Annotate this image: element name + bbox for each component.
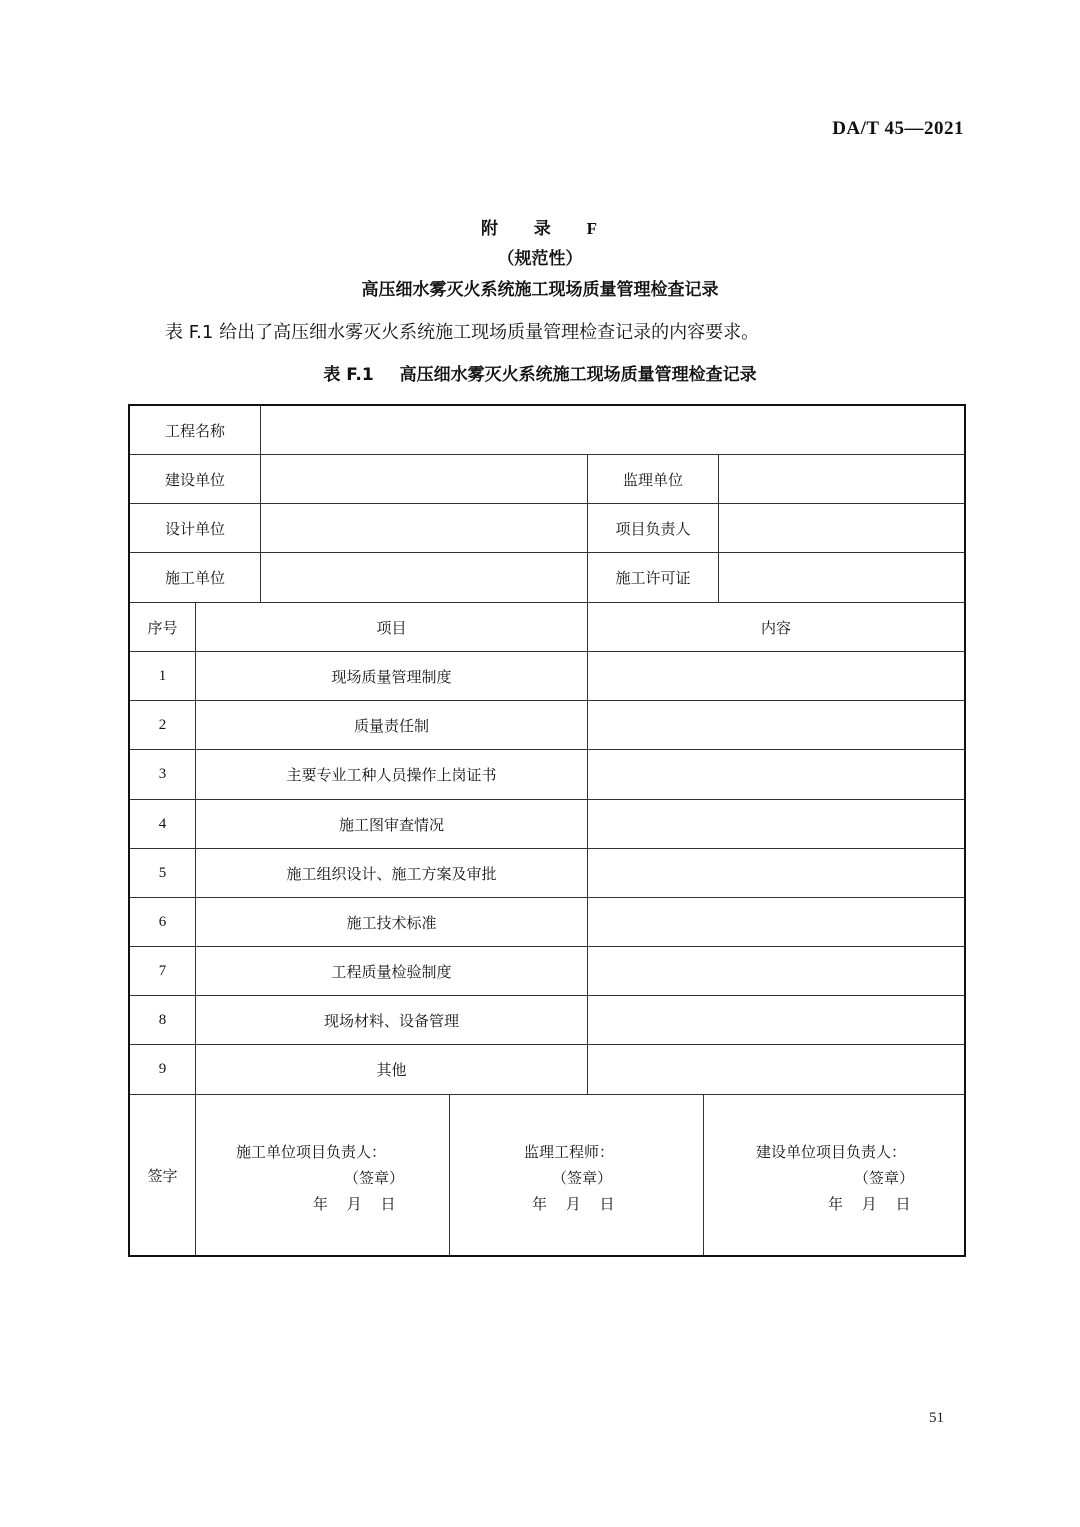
col-header-content: 内容 [587,603,964,651]
item-seq: 3 [158,766,167,782]
item-seq: 8 [158,1011,167,1028]
item-seq: 5 [158,864,167,881]
page-number: 51 [929,1410,944,1426]
signature-block-contractor[interactable] [195,1095,449,1255]
item-seq: 9 [158,1061,167,1077]
item-content[interactable] [587,849,964,897]
table-row [130,898,964,947]
info-row-construction [130,455,964,504]
appendix-type: （规范性） [497,249,583,269]
info-right-label: 施工许可证 [587,553,718,602]
appendix-label-b: 录 [533,219,553,239]
table-caption [0,360,1080,385]
appendix-title: 高压细水雾灭火系统施工现场质量管理检查记录 [361,280,719,300]
item-seq: 1 [158,667,167,684]
item-content[interactable] [587,701,964,749]
table-number: 表 F.1 [323,365,374,385]
table-row [130,800,964,849]
info-right-value[interactable] [718,553,964,602]
info-left-value[interactable] [260,504,587,552]
item-name: 主要专业工种人员操作上岗证书 [195,750,587,799]
item-content[interactable] [587,750,964,799]
signature-role: 施工单位项目负责人： [236,1143,387,1161]
item-seq: 2 [158,716,167,733]
item-name: 施工组织设计、施工方案及审批 [195,849,587,897]
project-name-value[interactable] [260,406,964,454]
info-right-label: 监理单位 [587,455,718,503]
signature-row [130,1095,964,1255]
table-row [130,947,964,996]
item-name: 现场质量管理制度 [195,652,587,700]
item-seq: 4 [158,815,167,832]
signature-block-supervisor[interactable] [449,1095,703,1255]
signature-seal: （签章） [552,1169,613,1187]
info-left-value[interactable] [260,455,587,503]
item-content[interactable] [587,996,964,1044]
table-row [130,701,964,750]
item-content[interactable] [587,947,964,995]
info-left-label: 建设单位 [164,470,225,489]
info-left-label: 设计单位 [164,519,225,538]
intro-paragraph: 表 F.1 给出了高压细水雾灭火系统施工现场质量管理检查记录的内容要求。 [165,322,760,343]
col-header-item: 项目 [195,603,587,651]
table-row [130,996,964,1045]
item-content[interactable] [587,800,964,848]
item-seq: 6 [158,913,167,930]
item-name: 质量责任制 [195,701,587,749]
item-content[interactable] [587,1045,964,1094]
item-name: 施工图审查情况 [195,800,587,848]
item-name: 其他 [195,1045,587,1094]
appendix-label [0,214,1080,239]
table-row [130,849,964,898]
appendix-label-a: 附 [480,219,500,239]
info-row-design [130,504,964,553]
signature-seal: （签章） [344,1169,405,1187]
signature-date: 年 月 日 [828,1195,911,1213]
column-header-row [130,603,964,652]
inspection-record-table [128,404,966,1257]
signature-block-owner[interactable] [703,1095,964,1255]
info-row-contractor [130,553,964,603]
signature-date: 年 月 日 [313,1195,396,1213]
info-left-value[interactable] [260,553,587,602]
info-right-label: 项目负责人 [587,504,718,552]
item-content[interactable] [587,652,964,700]
table-row [130,652,964,701]
table-row [130,1045,964,1095]
signature-seal: （签章） [854,1169,915,1187]
project-name-label: 工程名称 [164,421,225,440]
info-right-value[interactable] [718,504,964,552]
item-content[interactable] [587,898,964,946]
signature-role: 建设单位项目负责人： [756,1143,907,1161]
table-title: 高压细水雾灭火系统施工现场质量管理检查记录 [399,365,757,385]
signature-date: 年 月 日 [532,1195,615,1213]
item-name: 现场材料、设备管理 [195,996,587,1044]
signature-role: 监理工程师： [524,1143,615,1161]
standard-code: DA/T 45—2021 [832,118,964,139]
item-seq: 7 [158,962,167,979]
item-name: 工程质量检验制度 [195,947,587,995]
info-left-label: 施工单位 [164,569,225,587]
signature-label: 签字 [147,1166,178,1185]
info-right-value[interactable] [718,455,964,503]
project-name-row [130,406,964,455]
item-name: 施工技术标准 [195,898,587,946]
appendix-label-c: F [586,219,600,238]
col-header-seq: 序号 [147,618,178,637]
table-row [130,750,964,800]
